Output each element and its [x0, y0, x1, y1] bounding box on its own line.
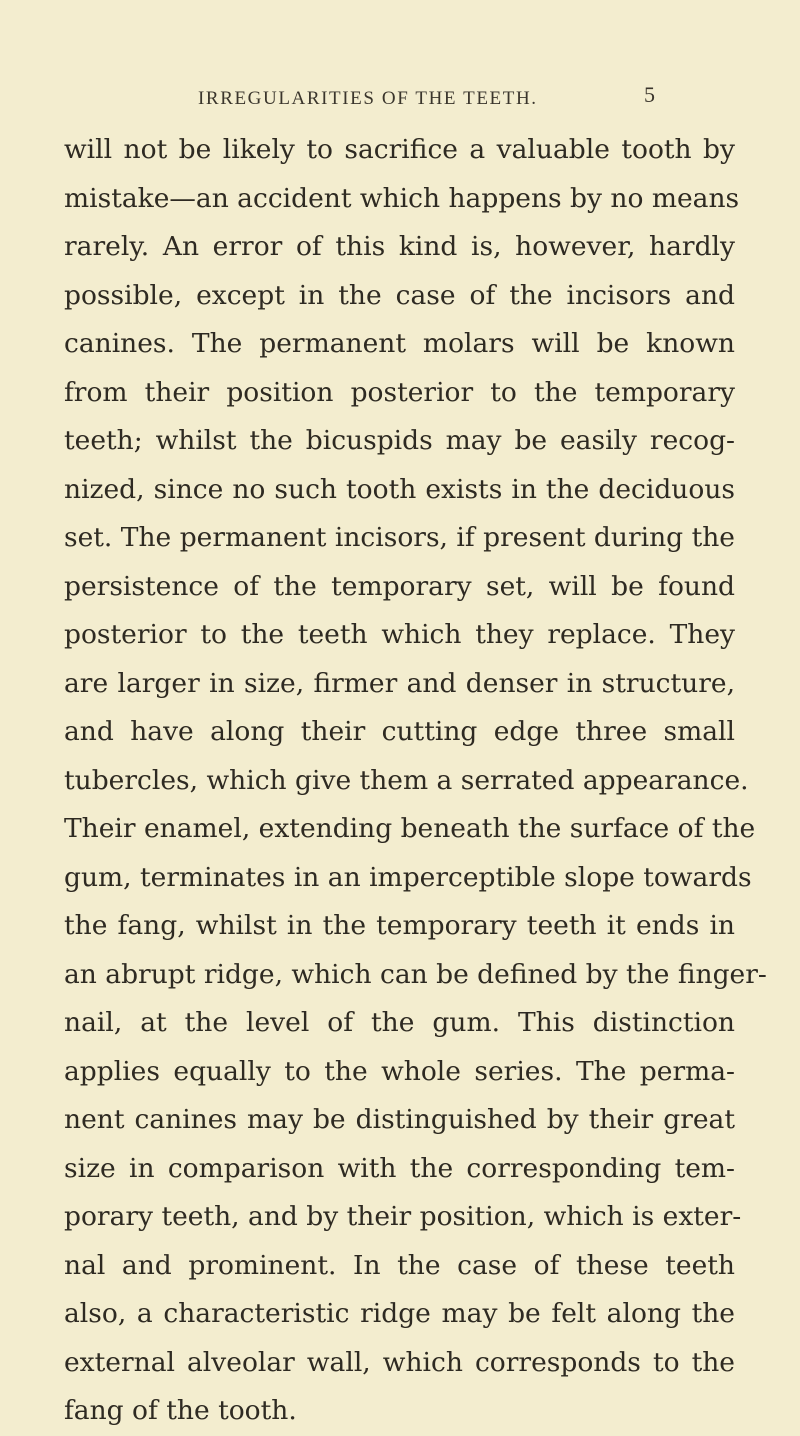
- text-line: set. The permanent incisors, if present during the: [64, 522, 735, 553]
- running-head: [0, 82, 800, 116]
- text-line: nent canines may be distinguished by their great: [64, 1104, 735, 1135]
- text-line: an abrupt ridge, which can be defined by the finger-: [64, 958, 767, 990]
- text-line: possible, except in the case of the incisors and: [64, 279, 735, 311]
- text-line: gum, terminates in an imperceptible slope towards: [64, 861, 752, 893]
- text-line: will not be likely to sacrifice a valuable tooth by: [64, 134, 735, 165]
- text-line: are larger in size, firmer and denser in structure,: [64, 667, 735, 699]
- text-line: also, a characteristic ridge may be felt along the: [64, 1298, 735, 1329]
- running-title: IRREGULARITIES OF THE TEETH.: [198, 88, 538, 109]
- text-line: size in comparison with the corresponding tem-: [64, 1152, 735, 1184]
- text-line: mistake—an accident which happens by no means: [64, 182, 740, 214]
- text-line: the fang, whilst in the temporary teeth it ends in: [64, 910, 735, 941]
- text-line: nized, since no such tooth exists in the deciduous: [64, 473, 735, 505]
- text-line: Their enamel, extending beneath the surface of the: [64, 813, 756, 844]
- text-line: rarely. An error of this kind is, however, hardly: [64, 231, 735, 262]
- text-line: nal and prominent. In the case of these teeth: [64, 1249, 735, 1281]
- text-line: persistence of the temporary set, will be found: [64, 570, 735, 602]
- text-line: and have along their cutting edge three small: [64, 716, 735, 747]
- text-line: canines. The permanent molars will be known: [64, 328, 735, 359]
- text-line: tubercles, which give them a serrated appearance.: [64, 764, 749, 796]
- text-line: nail, at the level of the gum. This distinction: [64, 1007, 735, 1038]
- text-line: posterior to the teeth which they replace. They: [64, 619, 735, 650]
- text-line: external alveolar wall, which corresponds to the: [64, 1346, 735, 1378]
- text-line: teeth; whilst the bicuspids may be easily recog-: [64, 425, 735, 456]
- text-line: porary teeth, and by their position, which is exter-: [64, 1201, 742, 1232]
- page-number: 5: [644, 82, 655, 107]
- body-text: [64, 126, 767, 1436]
- text-line: fang of the tooth.: [64, 1395, 297, 1426]
- text-line: from their position posterior to the temporary: [64, 376, 735, 408]
- text-line: applies equally to the whole series. The perma-: [64, 1055, 735, 1087]
